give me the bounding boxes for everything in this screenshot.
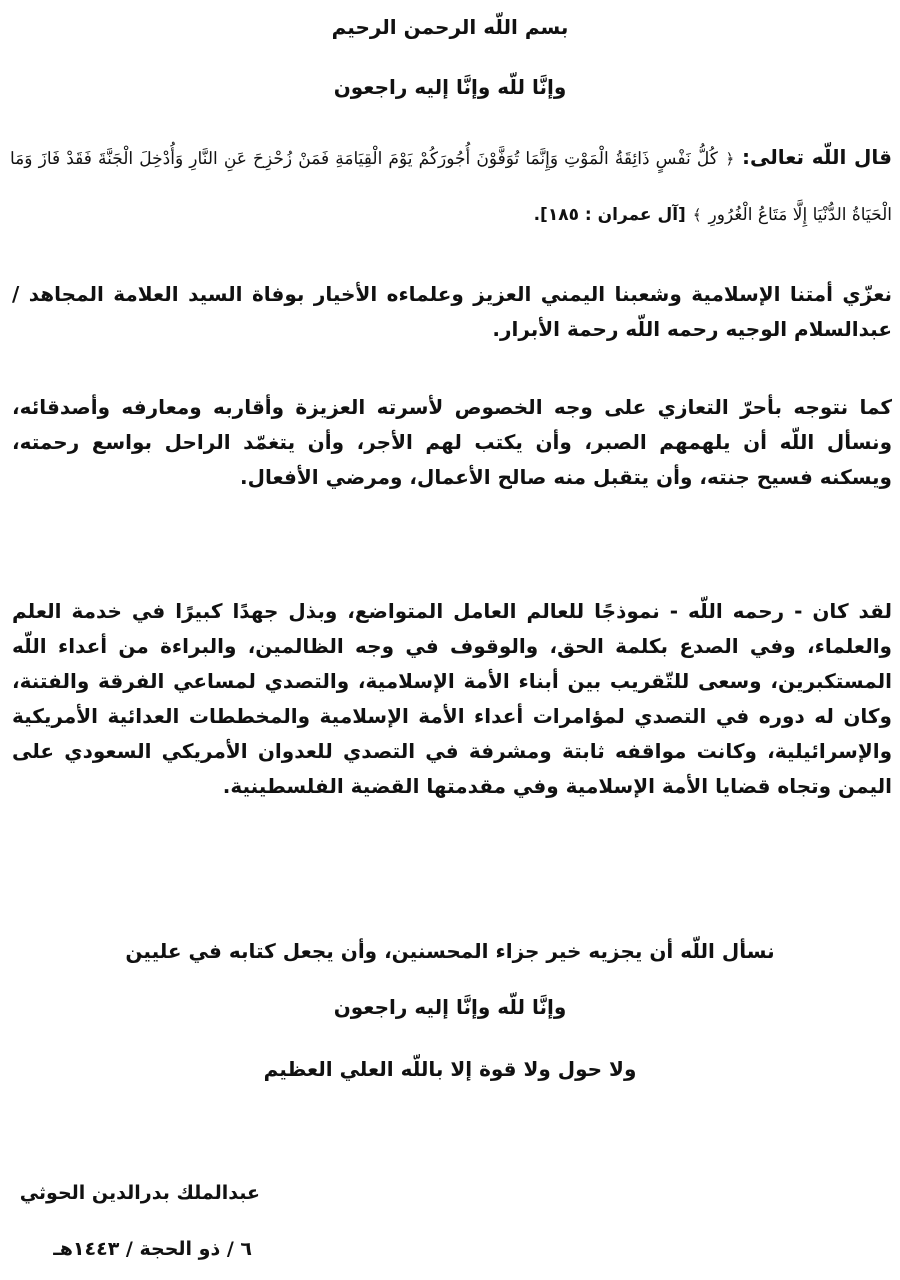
closing-prayer: نسأل اللّه أن يجزيه خير جزاء المحسنين، وأن يجعل كتابه في عليين [125, 939, 775, 963]
paragraph-family-condolence: كما نتوجه بأحرّ التعازي على وجه الخصوص لأسرته العزيزة وأقاربه ومعارفه وأصدقائه، ونسأل اللّه أن يلهمهم الصبر، وأن يكتب لهم الأجر، وأن يتغمّد الراحل بواسع رحمته، ويسكنه فسيح جنته، وأن يتقبل منه صالح الأعمال، ومرضي الأفعال. [12, 395, 892, 489]
istirja-heading: وإنَّا للّه وإنَّا إليه راجعون [333, 75, 567, 99]
quran-verse-block [10, 130, 892, 242]
verse-reference: [آل عمران : ١٨٥]. [533, 205, 686, 225]
verse-intro-label: قال اللّه تعالى: [741, 145, 893, 169]
closing-hawqala: ولا حول ولا قوة إلا باللّه العلي العظيم [263, 1057, 637, 1081]
signature: عبدالملك بدرالدين الحوثي [19, 1182, 260, 1204]
hijri-date: ٦ / ذو الحجة / ١٤٤٣هـ [53, 1238, 252, 1260]
verse-close-ornament-icon: ﴾ [692, 206, 702, 224]
paragraph-condolence: نعزّي أمتنا الإسلامية وشعبنا اليمني العزيز وعلماءه الأخيار بوفاة السيد العلامة المجاهد / عبدالسلام الوجيه رحمه اللّه رحمة الأبرار. [12, 282, 892, 341]
closing-istirja: وإنَّا للّه وإنَّا إليه راجعون [333, 995, 567, 1019]
basmala-heading: بسم اللّه الرحمن الرحيم [331, 15, 569, 39]
paragraph-biography: لقد كان - رحمه اللّه - نموذجًا للعالم العامل المتواضع، وبذل جهدًا كبيرًا في خدمة العلم والعلماء، وفي الصدع بكلمة الحق، والوقوف في وجه الظالمين، والبراءة من أعداء اللّه المستكبرين، وسعى للتّقريب بين أبناء الأمة الإسلامية، والتصدي لمساعي الفرقة والفتنة، وكان له دوره في التصدي لمؤامرات أعداء الأمة الإسلامية والمخططات العدائية الأمريكية والإسرائيلية، وكانت مواقفه ثابتة ومشرفة في التصدي للعدوان الأمريكي السعودي على اليمن وتجاه قضايا الأمة الإسلامية وفي مقدمتها القضية الفلسطينية. [12, 599, 892, 798]
verse-text: كُلُّ نَفْسٍ ذَائِقَةُ الْمَوْتِ وَإِنَّمَا تُوَفَّوْنَ أُجُورَكُمْ يَوْمَ الْقِيَامَةِ فَمَنْ زُحْزِحَ عَنِ النَّارِ وَأُدْخِلَ الْجَنَّةَ فَقَدْ فَازَ وَمَا الْحَيَاةُ الدُّنْيَا إِلَّا مَتَاعُ الْغُرُورِ [10, 149, 892, 225]
verse-open-ornament-icon: ﴿ [725, 150, 735, 168]
